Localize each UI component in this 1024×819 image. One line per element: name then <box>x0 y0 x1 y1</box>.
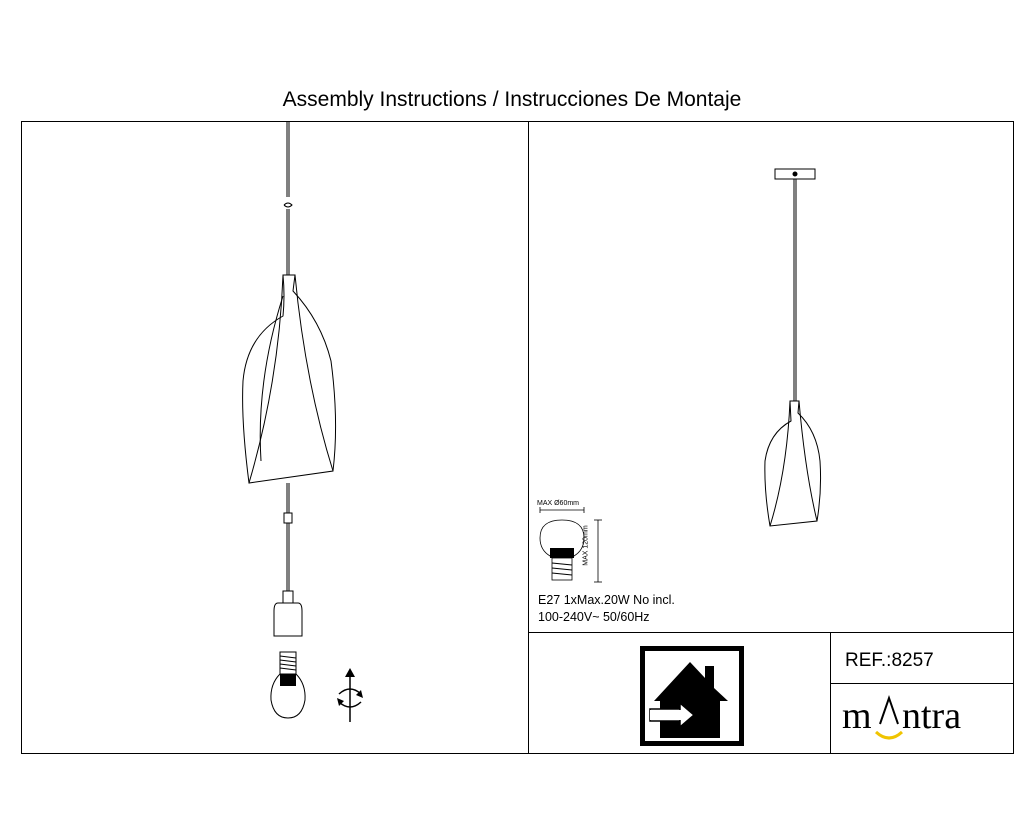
reference-divider <box>830 683 1014 684</box>
brand-part2: ntra <box>902 695 962 737</box>
bulb-icon <box>268 650 308 722</box>
brand-logo <box>840 690 1005 745</box>
bulb-dimension-diagram <box>534 500 614 590</box>
bulb-max-diameter-label: MAX Ø60mm <box>537 500 580 507</box>
bulb-max-length-label: MAX 120mm <box>582 525 590 566</box>
bulb-spec-line1: E27 1xMax.20W No incl. <box>538 593 675 607</box>
page-title: Assembly Instructions / Instrucciones De Montaje <box>282 88 742 111</box>
mantra-logo <box>840 690 1005 745</box>
brand-part1: m <box>842 695 872 737</box>
reference-number: REF.:8257 <box>845 650 934 671</box>
rotate-arrow-icon <box>335 668 365 724</box>
indoor-use-icon <box>640 646 744 746</box>
footer-divider-vertical <box>830 632 831 754</box>
bulb-spec-line2: 100-240V~ 50/60Hz <box>538 610 650 624</box>
footer-divider <box>528 632 1014 633</box>
